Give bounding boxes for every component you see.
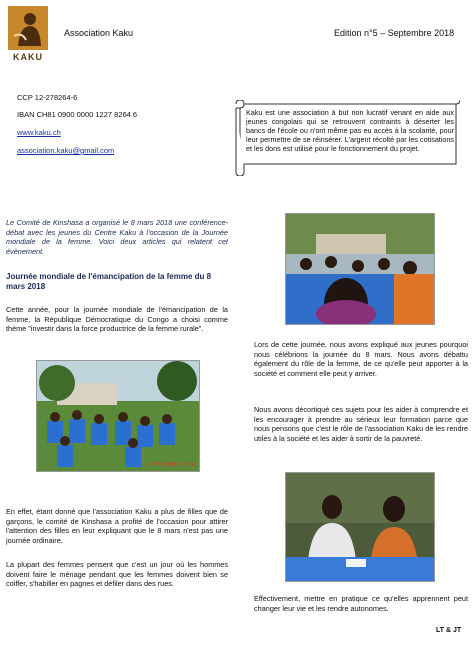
iban-number: IBAN CH81 0900 0000 1227 8264 6 xyxy=(17,110,138,119)
photo-group-indoor xyxy=(285,213,435,325)
left-paragraph-3: La plupart des femmes pensent que c'est un jour où les hommes doivent faire le ménage pendant que les femmes doivent bien se coiffer, s'habiller en pagnes et défiler dans des rues. xyxy=(6,560,228,589)
logo-emblem xyxy=(8,6,48,50)
website-link[interactable]: www.kaku.ch xyxy=(17,128,61,137)
right-paragraph-1: Lors de cette journée, nous avons expliqué aux jeunes pourquoi nous célébrions la journée du 8 mars. Nous avons débattu également du rôle de la femme, de ce qu'elle peut apporter à la société et comment elle peut y arriver. xyxy=(254,340,468,378)
left-paragraph-1: Cette année, pour la journée mondiale de l'émancipation de la femme, la République Démocratique du Congo a choisi comme thème "investir dans la force productrice de la femme rurale". xyxy=(6,305,228,334)
signature: LT & JT xyxy=(436,627,462,634)
mission-text: Kaku est une association à but non lucratif venant en aide aux jeunes congolais qui se retrouvent contraints à déserter les bancs de l'école ou n'ont même pas eu accès à la scolarité, pour leur permettre de se réinsérer. L'argent récolté par les cotisations et les dons est utilisé pour le fonctionnement du projet. xyxy=(246,108,454,153)
kaku-logo xyxy=(8,6,48,62)
right-paragraph-3: Effectivement, mettre en pratique ce qu'elles apprennent peut changer leur vie et les rendre autonomes. xyxy=(254,594,468,613)
photo-timestamp: 27/03/2018 11:56 xyxy=(146,462,195,468)
intro-text: Le Comité de Kinshasa a organisé le 8 mars 2018 une conférence-débat avec les jeunes du Centre Kaku à l'occasion de la Journée mondiale de la femme. Voici deux articles qui relatent cet évènement. xyxy=(6,218,228,256)
association-name: Association Kaku xyxy=(64,28,134,38)
article-heading: Journée mondiale de l'émancipation de la femme du 8 mars 2018 xyxy=(6,272,212,291)
left-paragraph-2: En effet, étant donné que l'association Kaku a plus de filles que de garçons, le comité de Kinshasa a profité de l'occasion pour attirer l'attention des filles en leur expliquant que le 8 mars n'est pas une journée ordinaire. xyxy=(6,507,228,545)
right-paragraph-2: Nous avons décortiqué ces sujets pour les aider à comprendre et les encourager à prendre au sérieux leur formation parce que nous pensons que c'est le rôle de l'association Kaku de les rendre utiles à la société et les aider à sortir de la pauvreté. xyxy=(254,405,468,443)
photo-meeting xyxy=(285,472,435,582)
logo-text: KAKU xyxy=(13,52,43,62)
photo-group-outdoor xyxy=(36,360,200,472)
ccp-number: CCP 12-278264-6 xyxy=(17,93,78,102)
mission-scroll xyxy=(232,100,460,176)
email-link[interactable]: association.kaku@gmail.com xyxy=(17,146,115,155)
edition-label: Edition n°5 – Septembre 2018 xyxy=(334,28,455,38)
